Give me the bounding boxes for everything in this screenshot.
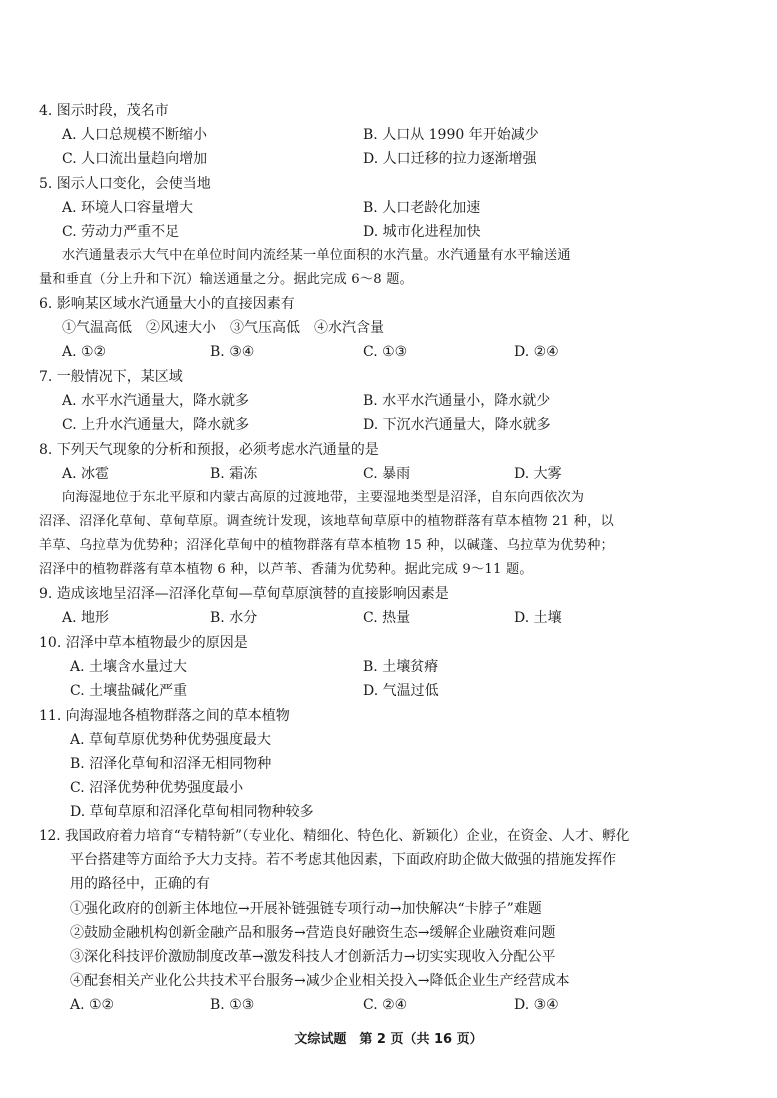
q11-option-d: D. 草甸草原和沼泽化草甸相同物种较多 — [70, 804, 314, 820]
q9-option-b: B. 水分 — [210, 610, 258, 626]
q5-option-b: B. 人口老龄化加速 — [363, 200, 481, 216]
q9-option-c: C. 热量 — [363, 610, 411, 626]
q6-option-d: D. ②④ — [514, 344, 559, 360]
q12-stem-line-3: 用的路径中，正确的有 — [70, 876, 210, 892]
q12-option-c: C. ②④ — [363, 997, 408, 1013]
q5-option-c: C. 劳动力严重不足 — [62, 224, 180, 240]
passage2-line-2: 沼泽、沼泽化草甸、草甸草原。调查统计发现，该地草甸草原中的植物群落有草本植物 21 种，以 — [39, 514, 614, 529]
q7-option-c: C. 上升水汽通量大，降水就多 — [62, 417, 250, 433]
q11-option-a: A. 草甸草原优势种优势强度最大 — [70, 732, 272, 748]
q4-option-d: D. 人口迁移的拉力逐渐增强 — [363, 151, 537, 167]
q11-option-b: B. 沼泽化草甸和沼泽无相同物种 — [70, 756, 272, 772]
passage1-line-2: 量和垂直（分上升和下沉）输送通量之分。据此完成 6～8 题。 — [39, 272, 414, 287]
q12-option-d: D. ③④ — [514, 997, 559, 1013]
q7-option-b: B. 水平水汽通量小，降水就少 — [363, 393, 551, 409]
passage2-line-4: 沼泽中的植物群落有草本植物 6 种，以芦苇、香蒲为优势种。据此完成 9～11 题。 — [39, 562, 533, 577]
q11-option-c: C. 沼泽优势种优势强度最小 — [70, 780, 244, 796]
q8-option-d: D. 大雾 — [514, 466, 562, 482]
q12-option-a: A. ①② — [70, 997, 115, 1013]
q6-stem: 6. 影响某区域水汽通量大小的直接因素有 — [39, 296, 295, 312]
q5-option-d: D. 城市化进程加快 — [363, 224, 481, 240]
q9-stem: 9. 造成该地呈沼泽—沼泽化草甸—草甸草原演替的直接影响因素是 — [39, 586, 449, 602]
q8-option-c: C. 暴雨 — [363, 466, 411, 482]
q6-option-b: B. ③④ — [210, 344, 255, 360]
q12-stem-line-2: 平台搭建等方面给予大力支持。若不考虑其他因素，下面政府助企做大做强的措施发挥作 — [70, 852, 616, 868]
passage2-line-3: 羊草、乌拉草为优势种；沼泽化草甸中的植物群落有草本植物 15 种，以碱蓬、乌拉草为优势种； — [39, 538, 614, 553]
q4-option-b: B. 人口从 1990 年开始减少 — [363, 127, 539, 143]
q12-stem-line-1: 12. 我国政府着力培育“专精特新”（专业化、精细化、特色化、新颖化）企业，在资金、人才、孵化 — [39, 828, 630, 844]
q10-option-d: D. 气温过低 — [363, 683, 439, 699]
q10-option-a: A. 土壤含水量过大 — [70, 659, 188, 675]
q6-items: ①气温高低 ②风速大小 ③气压高低 ④水汽含量 — [62, 320, 384, 336]
q6-option-a: A. ①② — [62, 344, 107, 360]
q12-item-1: ①强化政府的创新主体地位→开展补链强链专项行动→加快解决“卡脖子”难题 — [70, 901, 542, 917]
q11-stem: 11. 向海湿地各植物群落之间的草本植物 — [39, 708, 290, 724]
q10-option-c: C. 土壤盐碱化严重 — [70, 683, 188, 699]
q9-option-d: D. 土壤 — [514, 610, 562, 626]
passage2-line-1: 向海湿地位于东北平原和内蒙古高原的过渡地带，主要湿地类型是沼泽，自东向西依次为 — [62, 490, 585, 505]
q10-option-b: B. 土壤贫瘠 — [363, 659, 439, 675]
page-footer: 文综试题 第 2 页（共 16 页） — [294, 1032, 483, 1047]
q9-option-a: A. 地形 — [62, 610, 110, 626]
q12-item-2: ②鼓励金融机构创新金融产品和服务→营造良好融资生态→缓解企业融资难问题 — [70, 925, 556, 941]
q7-option-d: D. 下沉水汽通量大，降水就多 — [363, 417, 551, 433]
q10-stem: 10. 沼泽中草本植物最少的原因是 — [39, 635, 248, 651]
q8-stem: 8. 下列天气现象的分析和预报，必须考虑水汽通量的是 — [39, 442, 379, 458]
q5-option-a: A. 环境人口容量增大 — [62, 200, 194, 216]
q12-item-3: ③深化科技评价激励制度改革→激发科技人才创新活力→切实实现收入分配公平 — [70, 949, 556, 965]
q7-stem: 7. 一般情况下，某区域 — [39, 369, 183, 385]
q5-stem: 5. 图示人口变化，会使当地 — [39, 176, 211, 192]
q4-option-a: A. 人口总规模不断缩小 — [62, 127, 208, 143]
q8-option-b: B. 霜冻 — [210, 466, 258, 482]
q12-option-b: B. ①③ — [210, 997, 255, 1013]
q7-option-a: A. 水平水汽通量大，降水就多 — [62, 393, 250, 409]
q4-option-c: C. 人口流出量趋向增加 — [62, 151, 208, 167]
q12-item-4: ④配套相关产业化公共技术平台服务→减少企业相关投入→降低企业生产经营成本 — [70, 973, 570, 989]
q6-option-c: C. ①③ — [363, 344, 408, 360]
q4-stem: 4. 图示时段，茂名市 — [39, 103, 169, 119]
q8-option-a: A. 冰雹 — [62, 466, 110, 482]
passage1-line-1: 水汽通量表示大气中在单位时间内流经某一单位面积的水汽量。水汽通量有水平输送通 — [62, 248, 571, 263]
